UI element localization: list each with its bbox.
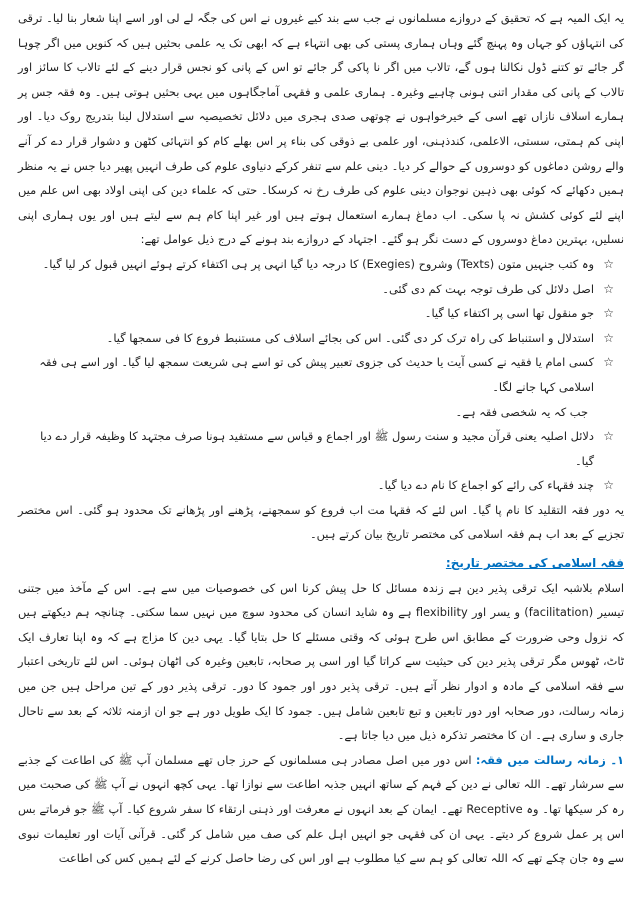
list-item — [18, 350, 614, 399]
list-item — [18, 301, 614, 326]
star-bullet-icon: ☆ — [603, 256, 614, 271]
list-item — [18, 326, 614, 351]
list-item — [18, 424, 614, 473]
star-bullet-icon: ☆ — [603, 281, 614, 296]
closing-paragraph: یہ دور فقہ التقلید کا نام پا گیا۔ اس لئے کہ فقہا مت اب فروع کو سمجھنے، پڑھنے اور پڑھانے تک محدود ہو گئی۔ اس مختصر تجزیے کے بعد اب ہم فقہ اسلامی کی مختصر تاریخ بیان کرتے ہیں۔ — [18, 502, 624, 542]
list-item — [18, 473, 614, 498]
phase-1-label: ۱۔ زمانہ رسالت میں فقہ: — [475, 752, 624, 767]
phase-1-paragraph — [18, 748, 624, 871]
cause-sub-note: جب کہ یہ شخصی فقہ ہے۔ — [455, 404, 588, 419]
intro-paragraph: یہ ایک المیہ ہے کہ تحقیق کے دروازے مسلمانوں نے جب سے بند کیے غیروں نے اس کی جگہ لے لی اور اسے اپنا شعار بنا لیا۔ ترقی کی انتہاؤں کو جہاں وہ پہنچ گئے وہاں ہماری پستی کی بھی انتہاء ہے کہ ابھی تک یہ علمی بحثیں ہیں کہ کنویں میں اگر چوہا گر جائے تو کتنے ڈول نکالنا ہوں گے، تالاب میں اگر نا پاکی گر جائے تو اس کے پانی کو نجس قرار دینے کے لئے تالاب کا سائز اور تالاب کے پانی کی مقدار اتنی ہونی چاہیے وغیرہ۔ ہماری علمی و فقہی آماجگاہوں میں یہی بحثیں ہوتی ہیں۔ وہ فقہ جس پر ہمارے اسلاف نازاں تھے اسی کے خیرخواہوں نے چوتھی صدی ہجری میں دلائل تخصیصیہ سے استدلال لینا بتدریج روک دیا۔ اور اپنی کم ہمتی، سستی، الاعلمی، کندذہنی، اور علمی بے ذوقی کی بناء پر اس بھلے کام کو انتہائی کٹھن و دشوار قرار دے کر آنے والے روشن دماغوں کو دوسروں کے حوالے کر دیا۔ دینی علم سے تنفر کرکے دنیاوی علوم کی طرف انہیں پھیر دیا جس نے یہ منظر ہمیں دکھائے کہ کوئی بھی ذہین نوجوان دینی علوم کی طرف رخ نہ کرسکا۔ حتی کہ علماء دین کی اپنی اولاد بھی اس علم میں اپنے لئے کوئی کشش نہ پا سکی۔ اب دماغ ہمارے استعمال ہوتے ہیں اور غیر اپنا کام ہم سے لیتے ہیں اور یوں ہماری اپنی نسلیں، بہترین دماغ دوسروں کے دست نگر ہو گئے۔ اجتہاد کے دروازے بند ہونے کے درج ذیل عوامل تھے: — [18, 11, 624, 247]
list-item — [18, 277, 614, 302]
history-paragraph: اسلام بلاشبہ ایک ترقی پذیر دین ہے زندہ مسائل کا حل پیش کرنا اس کی خصوصیات میں سے ہے۔ اس کے مآخذ میں جتنی تیسیر (facilitation) و یسر اور flexibility ہے وہ شاید انسان کی محدود سوچ میں نہیں سما سکتی۔ چنانچہ ہم دیکھتے ہیں کہ نزول وحی ضرورت کے مطابق اس طرح ہوئی کہ وقتی مسئلے کا حل بتایا گیا۔ یہی دین کا مزاج ہے کہ وہ اپنا تعارف ایک ٹاٹ، ٹھوس مگر ترقی پذیر دین کی حیثیت سے کراتا گیا اور اسی پر صحابہ، تابعین وغیرہ کی اٹھان ہوئی۔ اس لئے تاریخی اعتبار سے فقہ اسلامی کے مادہ و ادوار نظر آتے ہیں۔ ترقی پذیر دور اور جمود کا دور۔ ترقی پذیر دور کے تین مراحل ہیں جن میں زمانہ رسالت، دور صحابہ اور دور تابعین و تبع تابعین شامل ہیں۔ جمود کا ایک طویل دور ہے جو ان ازمنہ ثلاثہ کے بعد سے تاحال جاری و ساری ہے۔ ان کا مختصر تذکرہ ذیل میں دیا جاتا ہے۔ — [18, 580, 624, 743]
star-bullet-icon: ☆ — [603, 306, 614, 321]
cause-text: استدلال و استنباط کی راہ ترک کر دی گئی۔ اس کی بجائے اسلاف کی مستنبط فروع کا فی سمجھا گیا۔ — [106, 330, 594, 345]
star-bullet-icon: ☆ — [603, 355, 614, 370]
cause-text: چند فقہاء کی رائے کو اجماع کا نام دے دیا گیا۔ — [377, 478, 594, 493]
star-bullet-icon: ☆ — [603, 330, 614, 345]
causes-list — [18, 252, 624, 400]
section-heading: فقہ اسلامی کی مختصر تاریخ: — [445, 556, 624, 571]
star-bullet-icon: ☆ — [603, 478, 614, 493]
cause-text: وہ کتب جنہیں متون (Texts) وشروح (Exegies) کا درجہ دیا گیا انہی پر ہی اکتفاء کرتے ہوئے انہیں قبول کر لیا گیا۔ — [42, 256, 594, 271]
cause-text: جو منقول تھا اسی پر اکتفاء کیا گیا۔ — [424, 306, 594, 321]
list-item — [18, 252, 614, 277]
cause-text: کسی امام یا فقیہ نے کسی آیت یا حدیث کی جزوی تعبیر پیش کی تو اسے ہی شریعت سمجھ لیا گیا۔ اور اسے ہی فقہ اسلامی کہا جانے لگا۔ — [39, 355, 594, 394]
causes-list-continued — [18, 424, 624, 498]
phase-1-text: اس دور میں اصل مصادر ہی مسلمانوں کے حرز جاں تھے مسلمان آپ ﷺ کی اطاعت کے جذبے سے سرشار تھے۔ اللہ تعالی نے دین کے فہم کے ساتھ انہیں جذبہ اطاعت سے نوازا تھا۔ یہی کچھ انہوں نے آپ ﷺ کی صحبت میں رہ کر سیکھا تھا۔ وہ Receptive تھے۔ ایمان کے بعد انہوں نے معرفت اور ذہنی ارتقاء کا سفر شروع کیا۔ آپ ﷺ جو فرماتے بس اس پر عمل شروع کر دیتے۔ یہی ان کی فقہی جو انہیں اہل علم کی صف میں شامل کر گئی۔ قرآنی آیات اور تعلیمات نبوی سے وہ جان چکے تھے کہ اللہ تعالی کو ہم سے کیا مطلوب ہے اور اس کی رضا حاصل کرنے کے لئے ہمیں کس کی اطاعت — [18, 752, 624, 866]
cause-text: اصل دلائل کی طرف توجہ بہت کم دی گئی۔ — [382, 281, 594, 296]
star-bullet-icon: ☆ — [603, 429, 614, 444]
cause-text: دلائل اصلیہ یعنی قرآن مجید و سنت رسول ﷺ اور اجماع و قیاس سے مستفید ہونا صرف مجتہد کا وظیفہ قرار دے دیا گیا۔ — [40, 429, 594, 468]
